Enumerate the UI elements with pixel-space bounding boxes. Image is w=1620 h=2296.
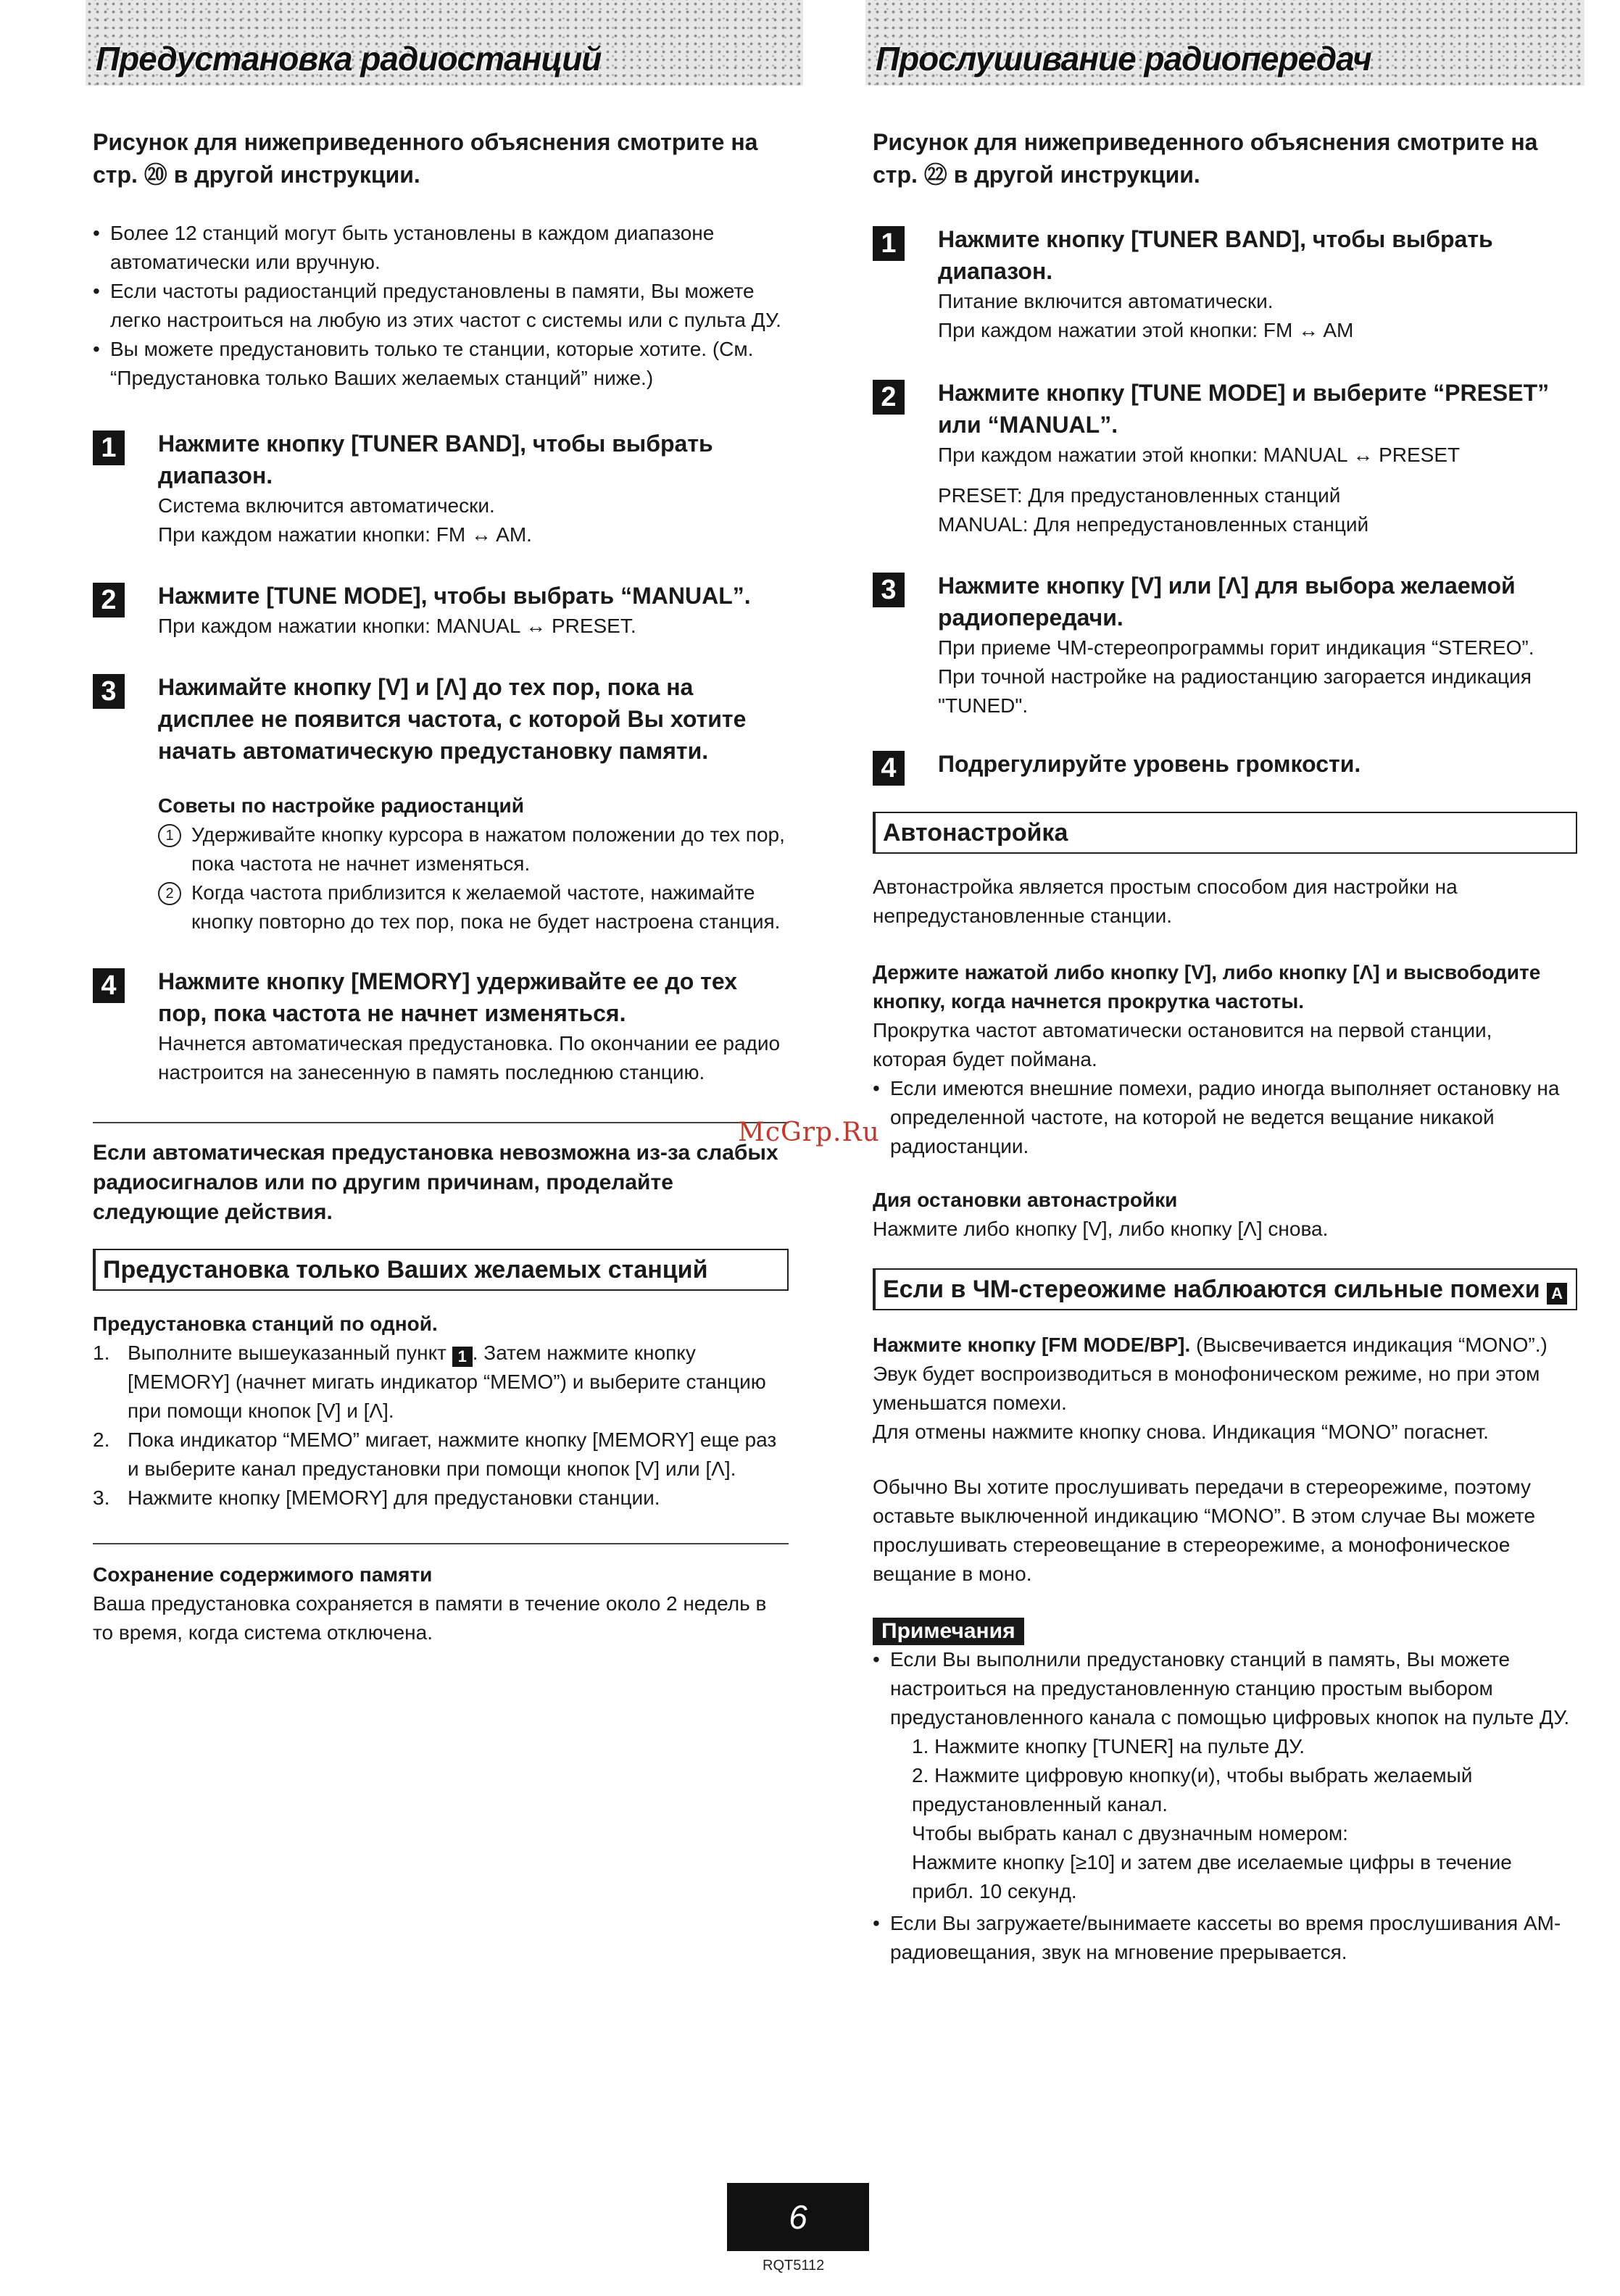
right-intro: Рисунок для нижеприведенного объяснения смотрите на стр. ㉒ в другой инструкции. xyxy=(873,129,1538,188)
stop-title: Дия остановки автонастройки xyxy=(873,1189,1178,1211)
fm-text-2: Для отмены нажмите кнопку снова. Индикация “MONO” погаснет. xyxy=(873,1421,1489,1443)
step-heading: Подрегулируйте уровень громкости. xyxy=(938,751,1361,777)
numbered-item xyxy=(93,1426,789,1484)
item-text: Выполните вышеуказанный пункт xyxy=(128,1342,446,1364)
item-number: 3. xyxy=(93,1486,110,1509)
note-substep: Чтобы выбрать канал с двузначным номером: xyxy=(912,1822,1348,1844)
step-number: 1 xyxy=(93,430,125,465)
item-text: Пока индикатор “MEMO” мигает, нажмите кнопку [MEMORY] еще раз и выберите канал предустановки при помощи кнопок [V] или [Λ]. xyxy=(128,1428,777,1480)
step-number: 4 xyxy=(93,968,125,1003)
note-item: • Если Вы загружаете/вынимаете кассеты во время прослушивания АМ-радиовещания, звук на мгновение прерывается. xyxy=(873,1909,1570,1967)
right-section-header xyxy=(865,0,1584,86)
note-substep: Нажмите кнопку [≥10] и затем две иселаемые цифры в течение прибл. 10 секунд. xyxy=(912,1851,1512,1902)
step-number: 3 xyxy=(93,674,125,709)
hold-bullet: • Если имеются внешние помехи, радио иногда выполняет остановку на определенной частоте, на которой не ведется вещание никакой радиостанции. xyxy=(873,1074,1570,1161)
tips-title: Советы по настройке радиостанций xyxy=(158,794,524,817)
watermark: McGrp.Ru xyxy=(738,1118,880,1147)
left-intro: Рисунок для нижеприведенного объяснения смотрите на стр. ⑳ в другой инструкции. xyxy=(93,129,758,188)
tip-text: Когда частота приблизится к желаемой частоте, нажимайте кнопку повторно до тех пор, пока не будет настроена станция. xyxy=(191,881,781,933)
left-section-title: Предустановка радиостанций xyxy=(96,40,602,78)
step-text: Начнется автоматическая предустановка. По окончании ее радио настроится на занесенную в память последнюю станцию. xyxy=(158,1032,781,1083)
auto-tune-box-title: Автонастройка xyxy=(873,812,1577,854)
step-text: Система включится автоматически. xyxy=(158,494,495,517)
right-section-title: Прослушивание радиопередач xyxy=(876,40,1371,78)
left-step-3 xyxy=(93,671,789,936)
step-number: 1 xyxy=(873,226,905,261)
note-substep: 1. Нажмите кнопку [TUNER] на пульте ДУ. xyxy=(912,1735,1305,1758)
item-number: 1. xyxy=(93,1342,110,1364)
step-text: При каждом нажатии этой кнопки: FM ↔ AM xyxy=(938,319,1354,341)
step-heading: Нажмите кнопку [MEMORY] удерживайте ее до тех пор, пока частота не начнет изменяться. xyxy=(158,968,737,1026)
left-step-2 xyxy=(93,580,789,641)
memory-title: Сохранение содержимого памяти xyxy=(93,1563,433,1586)
right-step-1 xyxy=(873,223,1570,345)
bullet-item: • Вы можете предустановить только те станции, которые хотите. (См. “Предустановка только Ваших желаемых станций” ниже.) xyxy=(93,335,789,393)
item-text: Нажмите кнопку [MEMORY] для предустановки станции. xyxy=(128,1486,660,1509)
note-item: • Если Вы выполнили предустановку станций в память, Вы можете настроиться на предустановленную станцию простым выбором предустановленного канала с помощью цифровых кнопок на пульте ДУ. xyxy=(873,1645,1570,1732)
preset-box-title: Предустановка только Ваших желаемых станций xyxy=(93,1249,789,1291)
auto-tune-text: Автонастройка является простым способом дия настройки на непредустановленные станции. xyxy=(873,875,1458,927)
fm-text-1: Эвук будет воспроизводиться в монофоническом режиме, но при этом уменьшатся помехи. xyxy=(873,1363,1540,1414)
step-text: При каждом нажатии этой кнопки: MANUAL ↔ PRESET xyxy=(938,444,1461,466)
step-heading: Нажмите кнопку [TUNER BAND], чтобы выбрать диапазон. xyxy=(938,226,1493,284)
fm-head-rest: (Высвечивается индикация “MONO”.) xyxy=(1190,1334,1548,1356)
right-step-2 xyxy=(873,377,1570,539)
step-number: 2 xyxy=(93,583,125,617)
divider xyxy=(93,1122,789,1123)
step-ref-box: 1 xyxy=(452,1347,473,1367)
notes-section xyxy=(873,1618,1570,1967)
bullet-item: • Более 12 станций могут быть установлены в каждом диапазоне автоматически или вручную. xyxy=(93,219,789,277)
fm-box-text: Если в ЧМ-стереожиме наблюаются сильные помехи xyxy=(883,1276,1540,1303)
warning-text: Если автоматическая предустановка невозможна из-за слабых радиосигналов или по другим причинам, проделайте следующие действия. xyxy=(93,1141,778,1224)
step-number: 4 xyxy=(873,751,905,786)
step-heading: Нажмите [TUNE MODE], чтобы выбрать “MANUAL”. xyxy=(158,583,751,609)
numbered-item xyxy=(93,1339,789,1426)
step-text: При каждом нажатии кнопки: MANUAL ↔ PRESET. xyxy=(158,615,636,637)
hold-title: Держите нажатой либо кнопку [V], либо кнопку [Λ] и высвободите кнопку, когда начнется прокрутка частоты. xyxy=(873,961,1541,1012)
right-column xyxy=(873,0,1570,1967)
left-column xyxy=(93,0,789,1647)
step-text: Питание включится автоматически. xyxy=(938,290,1274,312)
right-step-4 xyxy=(873,748,1570,783)
left-step-1 xyxy=(93,428,789,549)
step-text: При каждом нажатии кнопки: FM ↔ AM. xyxy=(158,523,532,546)
fm-instruction xyxy=(873,1331,1570,1360)
left-bullet-list xyxy=(93,219,789,393)
circled-number: 1 xyxy=(158,824,181,847)
memory-text: Ваша предустановка сохраняется в памяти в течение около 2 недель в то время, когда система отключена. xyxy=(93,1592,767,1644)
fm-head: Нажмите кнопку [FM MODE/BP]. xyxy=(873,1334,1191,1356)
step-heading: Нажимайте кнопку [V] и [Λ] до тех пор, пока на дисплее не появится частота, с которой Вы хотите начать автоматическую предустановку памяти. xyxy=(158,674,747,764)
numbered-item xyxy=(93,1484,789,1513)
item-text: . Затем нажмите кнопку [MEMORY] (начнет мигать индикатор “MEMO”) и выберите станцию при помощи кнопок [V] и [Λ]. xyxy=(128,1342,766,1422)
fm-text-3: Обычно Вы хотите прослушивать передачи в стереорежиме, поэтому оставьте выключенной индикацию “MONO”. В этом случае Вы можете прослушивать стереовещание в стереорежиме, а монофоническое вещание в моно. xyxy=(873,1476,1536,1585)
page-number: 6 xyxy=(727,2183,869,2251)
fm-box-title xyxy=(873,1268,1577,1310)
step-number: 2 xyxy=(873,380,905,415)
item-number: 2. xyxy=(93,1428,110,1451)
step-text: При приеме ЧМ-стереопрограммы горит индикация “STEREO”. При точной настройке на радиостанцию загорается индикация "TUNED". xyxy=(938,636,1534,717)
step-heading: Нажмите кнопку [TUNER BAND], чтобы выбрать диапазон. xyxy=(158,430,713,488)
tip-item xyxy=(158,878,789,936)
bullet-item: • Если частоты радиостанций предустановлены в памяти, Вы можете легко настроиться на любую из этих частот с системы или с пульта ДУ. xyxy=(93,277,789,335)
step-text: PRESET: Для предустановленных станций xyxy=(938,484,1341,507)
left-step-4 xyxy=(93,965,789,1087)
hold-text: Прокрутка частот автоматически остановится на первой станции, которая будет поймана. xyxy=(873,1019,1492,1070)
divider xyxy=(93,1543,789,1544)
one-by-one-title: Предустановка станций по одной. xyxy=(93,1313,438,1335)
step-number: 3 xyxy=(873,573,905,607)
tip-text: Удерживайте кнопку курсора в нажатом положении до тех пор, пока частота не начнет изменяться. xyxy=(191,823,785,875)
document-code: RQT5112 xyxy=(763,2258,825,2274)
step-heading: Нажмите кнопку [V] или [Λ] для выбора желаемой радиопередачи. xyxy=(938,573,1516,631)
step-text: MANUAL: Для непредустановленных станций xyxy=(938,513,1369,536)
circled-number: 2 xyxy=(158,882,181,905)
tip-item xyxy=(158,820,789,878)
step-heading: Нажмите кнопку [TUNE MODE] и выберите “PRESET” или “MANUAL”. xyxy=(938,380,1550,438)
right-step-3 xyxy=(873,570,1570,720)
figure-ref-box: A xyxy=(1547,1283,1567,1305)
note-substep: 2. Нажмите цифровую кнопку(и), чтобы выбрать желаемый предустановленный канал. xyxy=(912,1764,1473,1815)
stop-text: Нажмите либо кнопку [V], либо кнопку [Λ] снова. xyxy=(873,1218,1329,1240)
notes-label: Примечания xyxy=(873,1618,1024,1645)
left-section-header xyxy=(86,0,803,86)
